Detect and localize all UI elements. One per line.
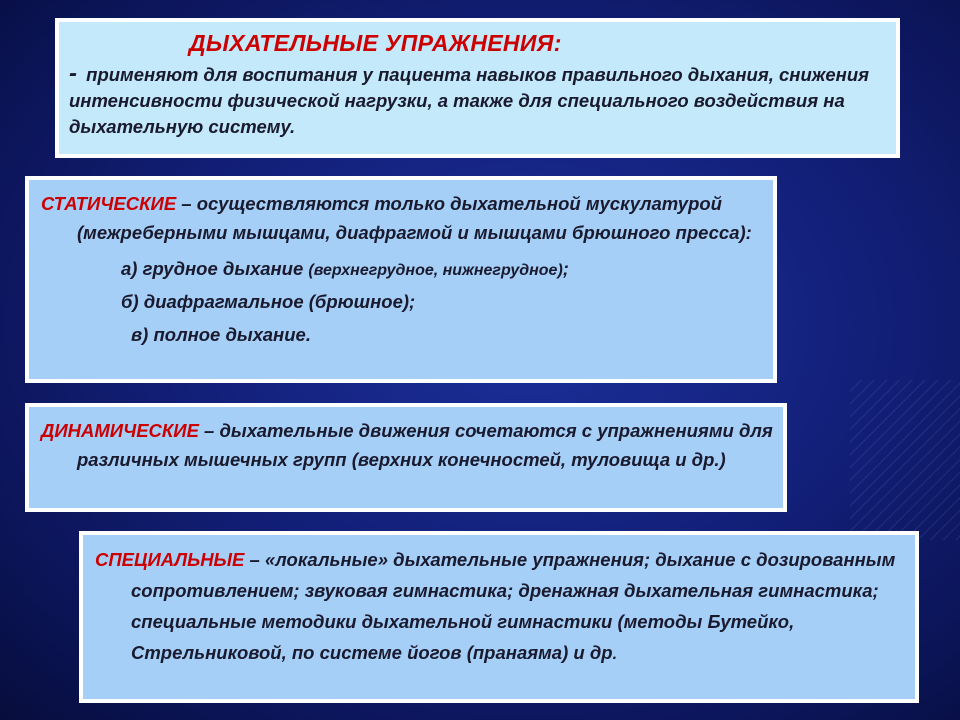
special-text: – «локальные» дыхательные упражнения; дыхание с дозированным сопротивлением; звуковая гимнастика; дренажная дыхательная гимнастика; специальные методики дыхательной гимнастики (методы Бутейко, Стрельниковой, по системе йогов (пранаяма) и др [131, 549, 896, 663]
static-item-c: в) полное дыхание. [131, 324, 311, 345]
header-box [55, 18, 900, 158]
dynamic-definition [41, 416, 773, 474]
dynamic-keyword: ДИНАМИЧЕСКИЕ [41, 420, 199, 441]
static-item-a-text: а) грудное дыхание [121, 258, 309, 279]
dynamic-text: – дыхательные движения сочетаются с упражнениями для различных мышечных групп (верхних конечностей, туловища и др.) [77, 420, 773, 470]
description-dash: - [69, 60, 77, 87]
static-keyword: СТАТИЧЕСКИЕ [41, 193, 177, 214]
special-keyword: СПЕЦИАЛЬНЫЕ [95, 549, 245, 570]
slide-title: ДЫХАТЕЛЬНЫЕ УПРАЖНЕНИЯ: [189, 30, 562, 56]
dynamic-exercises-box [25, 403, 787, 512]
special-exercises-box [79, 531, 919, 703]
static-item-b: б) диафрагмальное (брюшное); [121, 291, 416, 312]
static-item-a-note: (верхнегрудное, нижнегрудное) [308, 262, 563, 279]
description-text: применяют для воспитания у пациента навыков правильного дыхания, снижения интенсивности физической нагрузки, а также для специального воздействия на дыхательную систему. [69, 64, 870, 137]
special-definition [95, 544, 905, 670]
static-text: – осуществляются только дыхательной мускулатурой (межреберными мышцами, диафрагмой и мышцами брюшного пресса): [77, 193, 752, 243]
background-streak-decoration [850, 380, 960, 540]
slide-description [69, 61, 886, 140]
static-item-a [121, 253, 763, 286]
static-definition [41, 189, 763, 247]
special-end: . [612, 646, 618, 663]
static-exercises-box [25, 176, 777, 383]
static-item-a-end: ; [562, 258, 569, 279]
